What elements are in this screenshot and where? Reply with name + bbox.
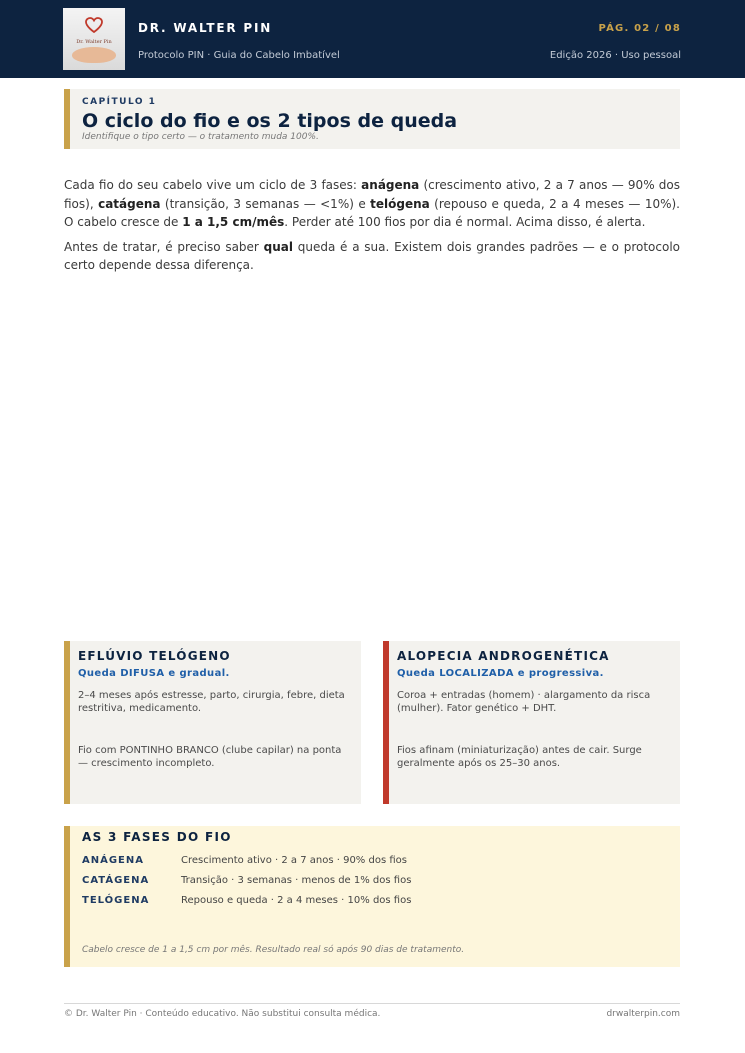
page-header	[0, 0, 745, 78]
phase-desc: Crescimento ativo · 2 a 7 anos · 90% dos fios	[181, 855, 407, 866]
term-catagena: catágena	[98, 196, 161, 211]
phase-desc: Repouso e queda · 2 a 4 meses · 10% dos fios	[181, 895, 412, 906]
footer-website-link[interactable]: drwalterpin.com	[606, 1009, 680, 1019]
growth-rate: 1 a 1,5 cm/mês	[182, 215, 285, 229]
card-title: EFLÚVIO TELÓGENO	[78, 649, 231, 663]
phase-name: CATÁGENA	[82, 875, 150, 886]
phases-note: Cabelo cresce de 1 a 1,5 cm por mês. Resultado real só após 90 dias de tratamento.	[82, 945, 465, 955]
card-text: Coroa + entradas (homem) · alargamento da risca (mulher). Fator genético + DHT.	[397, 690, 651, 714]
chapter-title: O ciclo do fio e os 2 tipos de queda	[82, 110, 458, 132]
edition-label: Edição 2026 · Uso pessoal	[549, 50, 681, 61]
phase-desc: Transição · 3 semanas · menos de 1% dos fios	[181, 875, 412, 886]
phases-box	[64, 826, 680, 967]
chapter-subtitle: Identifique o tipo certo — o tratamento muda 100%.	[82, 132, 319, 142]
phase-name: ANÁGENA	[82, 855, 144, 866]
intro-text	[64, 176, 680, 275]
intro-paragraph-1: Cada fio do seu cabelo vive um ciclo de 3 fases: anágena (crescimento ativo, 2 a 7 anos — 90% dos fios), catágena (transição, 3 semanas — <1%) e telógena (repouso e queda, 2 a 4 meses — 10%). O cabelo cresce de 1 a 1,5 cm/mês. Perder até 100 fios por dia é normal. Acima disso, é alerta.	[64, 178, 681, 229]
logo	[63, 8, 125, 70]
brand-name: DR. WALTER PIN	[138, 21, 273, 35]
page-number: PÁG. 02 / 08	[598, 23, 681, 34]
phases-title: AS 3 FASES DO FIO	[82, 830, 232, 844]
card-text: Fio com PONTINHO BRANCO (clube capilar) na ponta — crescimento incompleto.	[78, 745, 342, 769]
hand-icon	[72, 47, 116, 63]
heart-icon	[85, 17, 103, 33]
card-text: 2–4 meses após estresse, parto, cirurgia, febre, dieta restritiva, medicamento.	[78, 690, 345, 714]
footer-disclaimer: © Dr. Walter Pin · Conteúdo educativo. Não substitui consulta médica.	[64, 1009, 381, 1019]
card-efluvio-telogeno	[64, 641, 361, 804]
phase-name: TELÓGENA	[82, 895, 150, 906]
logo-text: Dr. Walter Pin	[76, 39, 112, 45]
term-qual: qual	[263, 239, 293, 254]
header-subtitle: Protocolo PIN · Guia do Cabelo Imbatível	[138, 50, 340, 61]
chapter-label: CAPÍTULO 1	[82, 97, 157, 107]
footer-divider	[64, 1003, 680, 1004]
chapter-banner	[64, 89, 680, 149]
term-anagena: anágena	[361, 178, 420, 192]
card-text: Fios afinam (miniaturização) antes de cair. Surge geralmente após os 25–30 anos.	[397, 745, 642, 769]
term-telogena: telógena	[370, 196, 430, 211]
card-title: ALOPECIA ANDROGENÉTICA	[397, 649, 610, 663]
intro-paragraph-2: Antes de tratar, é preciso saber qual queda é a sua. Existem dois grandes padrões — e o protocolo certo depende dessa diferença.	[64, 239, 680, 272]
card-tag: Queda DIFUSA e gradual.	[78, 668, 230, 679]
card-alopecia-androgenetica	[383, 641, 680, 804]
card-tag: Queda LOCALIZADA e progressiva.	[397, 668, 604, 679]
